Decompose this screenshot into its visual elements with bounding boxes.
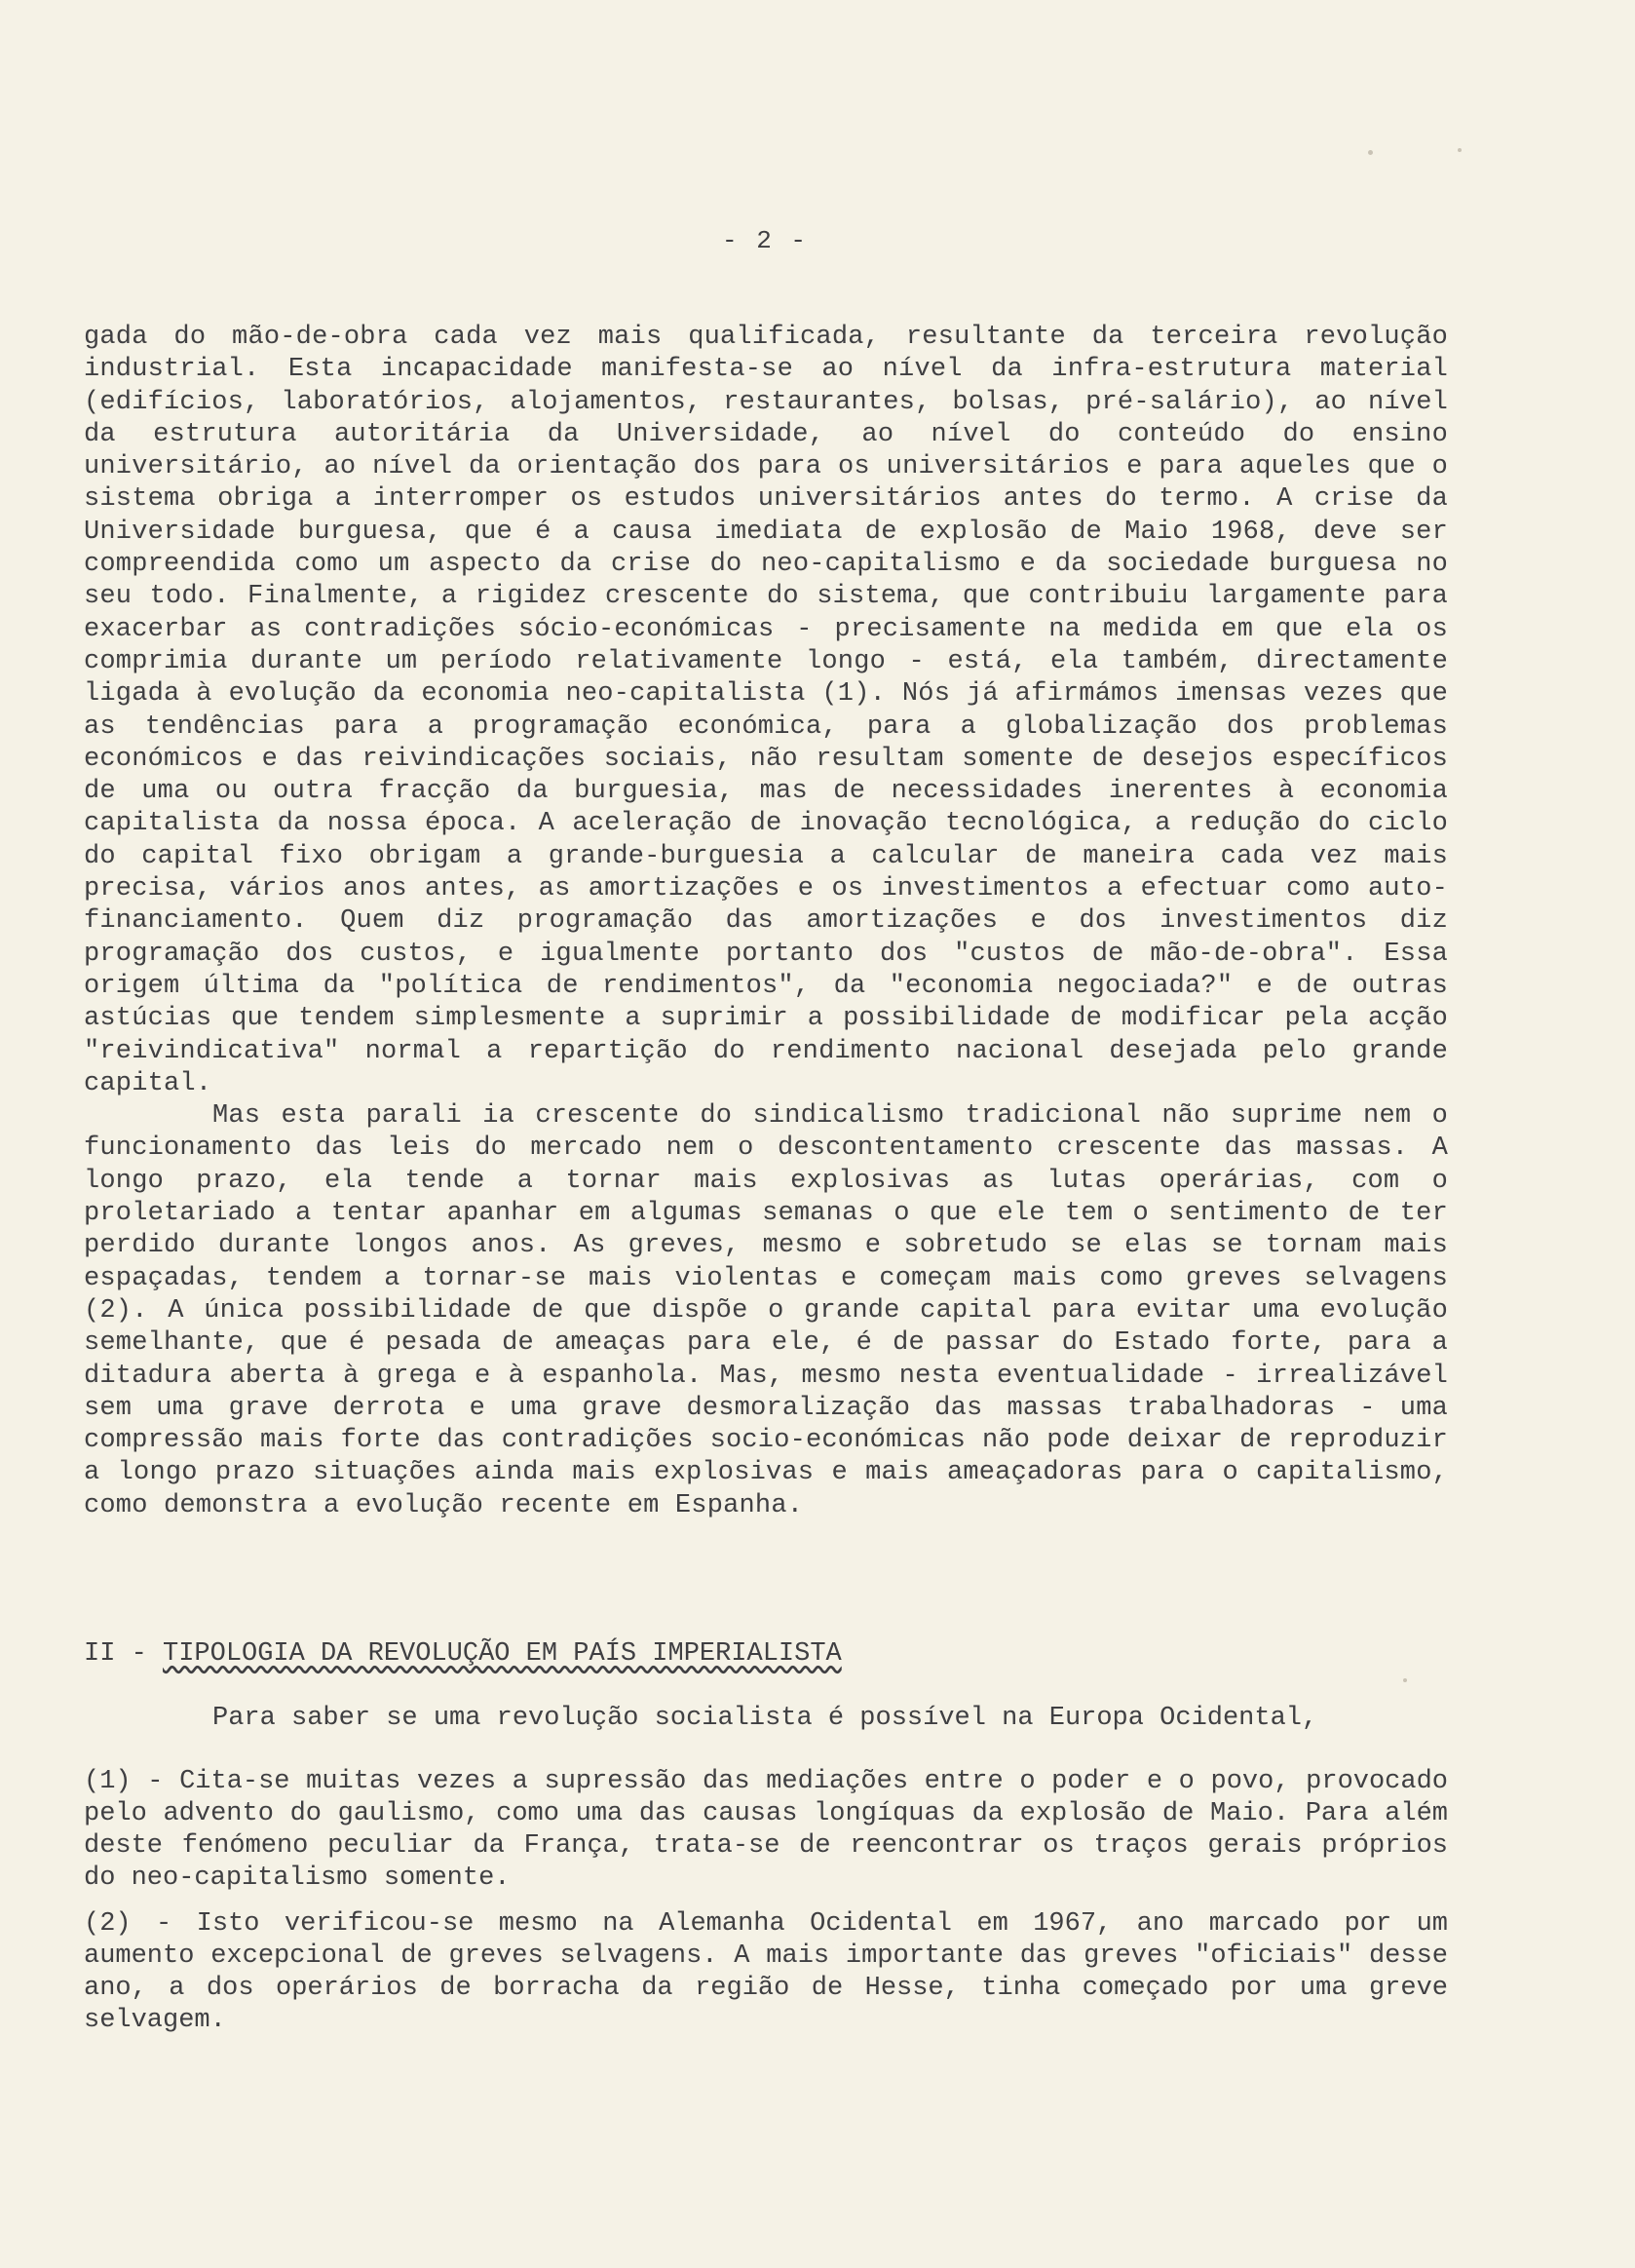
section-heading (84, 1637, 842, 1671)
ink-speck (1458, 148, 1462, 152)
section-number: II - (84, 1639, 147, 1669)
footnote-1: (1) - Cita-se muitas vezes a supressão das mediações entre o poder e o povo, provocado pelo advento do gaulismo, como uma das causas longíquas da explosão de Maio. Para além deste fenómeno peculiar da França, trata-se de reencontrar os traços gerais próprios do neo-capitalismo somente. (84, 1767, 1448, 1893)
page-number: - 2 - (721, 226, 808, 255)
ink-speck (1403, 1678, 1407, 1682)
section-lead-paragraph: Para saber se uma revolução socialista é possível na Europa Ocidental, (212, 1704, 1318, 1733)
body-paragraph-1: gada do mão-de-obra cada vez mais qualificada, resultante da terceira revolução industrial. Esta incapacidade manifesta-se ao nível da infra-estrutura material (edifícios, laboratórios, alojamentos, restaurantes, bolsas, pré-salário), ao nível da estrutura autoritária da Universidade, ao nível do conteúdo do ensino universitário, ao nível da orientação dos para os universitários e para aqueles que o sistema obriga a interromper os estudos universitários antes do termo. A crise da Universidade burguesa, que é a causa imediata de explosão de Maio 1968, deve ser compreendida como um aspecto da crise do neo-capitalismo e da sociedade burguesa no seu todo. Finalmente, a rigidez crescente do sistema, que contribuiu largamente para exacerbar as contradições sócio-económicas - precisamente na medida em que ela os comprimia durante um período relativamente longo - está, ela também, directamente ligada à evolução da economia neo-capitalista (1). Nós já afirmámos imensas vezes que as tendências para a programação económica, para a globalização dos problemas económicos e das reivindicações sociais, não resultam somente de desejos específicos de uma ou outra fracção da burguesia, mas de necessidades inerentes à economia capitalista da nossa época. A aceleração de inovação tecnológica, a redução do ciclo do capital fixo obrigam a grande-burguesia a calcular de maneira cada vez mais precisa, vários anos antes, as amortizações e os investimentos a efectuar como auto-financiamento. Quem diz programação das amortizações e dos investimentos diz programação dos custos, e igualmente portanto dos "custos de mão-de-obra". Essa origem última da "política de rendimentos", da "economia negociada?" e de outras astúcias que tendem simplesmente a suprimir a possibilidade de modificar pela acção "reivindicativa" normal a repartição do rendimento nacional desejada pelo grande capital. (84, 323, 1448, 1098)
body-text (84, 322, 1448, 1522)
body-paragraph-2: Mas esta parali ia crescente do sindicalismo tradicional não suprime nem o funcionamento das leis do mercado nem o descontentamento crescente das massas. A longo prazo, ela tende a tornar mais explosivas as lutas operárias, com o proletariado a tentar apanhar em algumas semanas o que ele tem o sentimento de ter perdido durante longos anos. As greves, mesmo e sobretudo se elas se tornam mais espaçadas, tendem a tornar-se mais violentas e começam mais como greves selvagens (2). A única possibilidade de que dispõe o grande capital para evitar uma evolução semelhante, que é pesada de ameaças para ele, é de passar do Estado forte, para a ditadura aberta à grega e à espanhola. Mas, mesmo nesta eventualidade - irrealizável sem uma grave derrota e uma grave desmoralização das massas trabalhadoras - uma compressão mais forte das contradições socio-económicas não pode deixar de reproduzir a longo prazo situações ainda mais explosivas e mais ameaçadoras para o capitalismo, como demonstra a evolução recente em Espanha. (84, 1101, 1448, 1520)
ink-speck (1368, 150, 1373, 155)
footnote-2: (2) - Isto verificou-se mesmo na Alemanha Ocidental em 1967, ano marcado por um aumento excepcional de greves selvagens. A mais importante das greves "oficiais" desse ano, a dos operários de borracha da região de Hesse, tinha começado por uma greve selvagem. (84, 1909, 1448, 2035)
section-title: TIPOLOGIA DA REVOLUÇÃO EM PAÍS IMPERIALISTA (163, 1639, 842, 1669)
footnotes (84, 1766, 1448, 2051)
